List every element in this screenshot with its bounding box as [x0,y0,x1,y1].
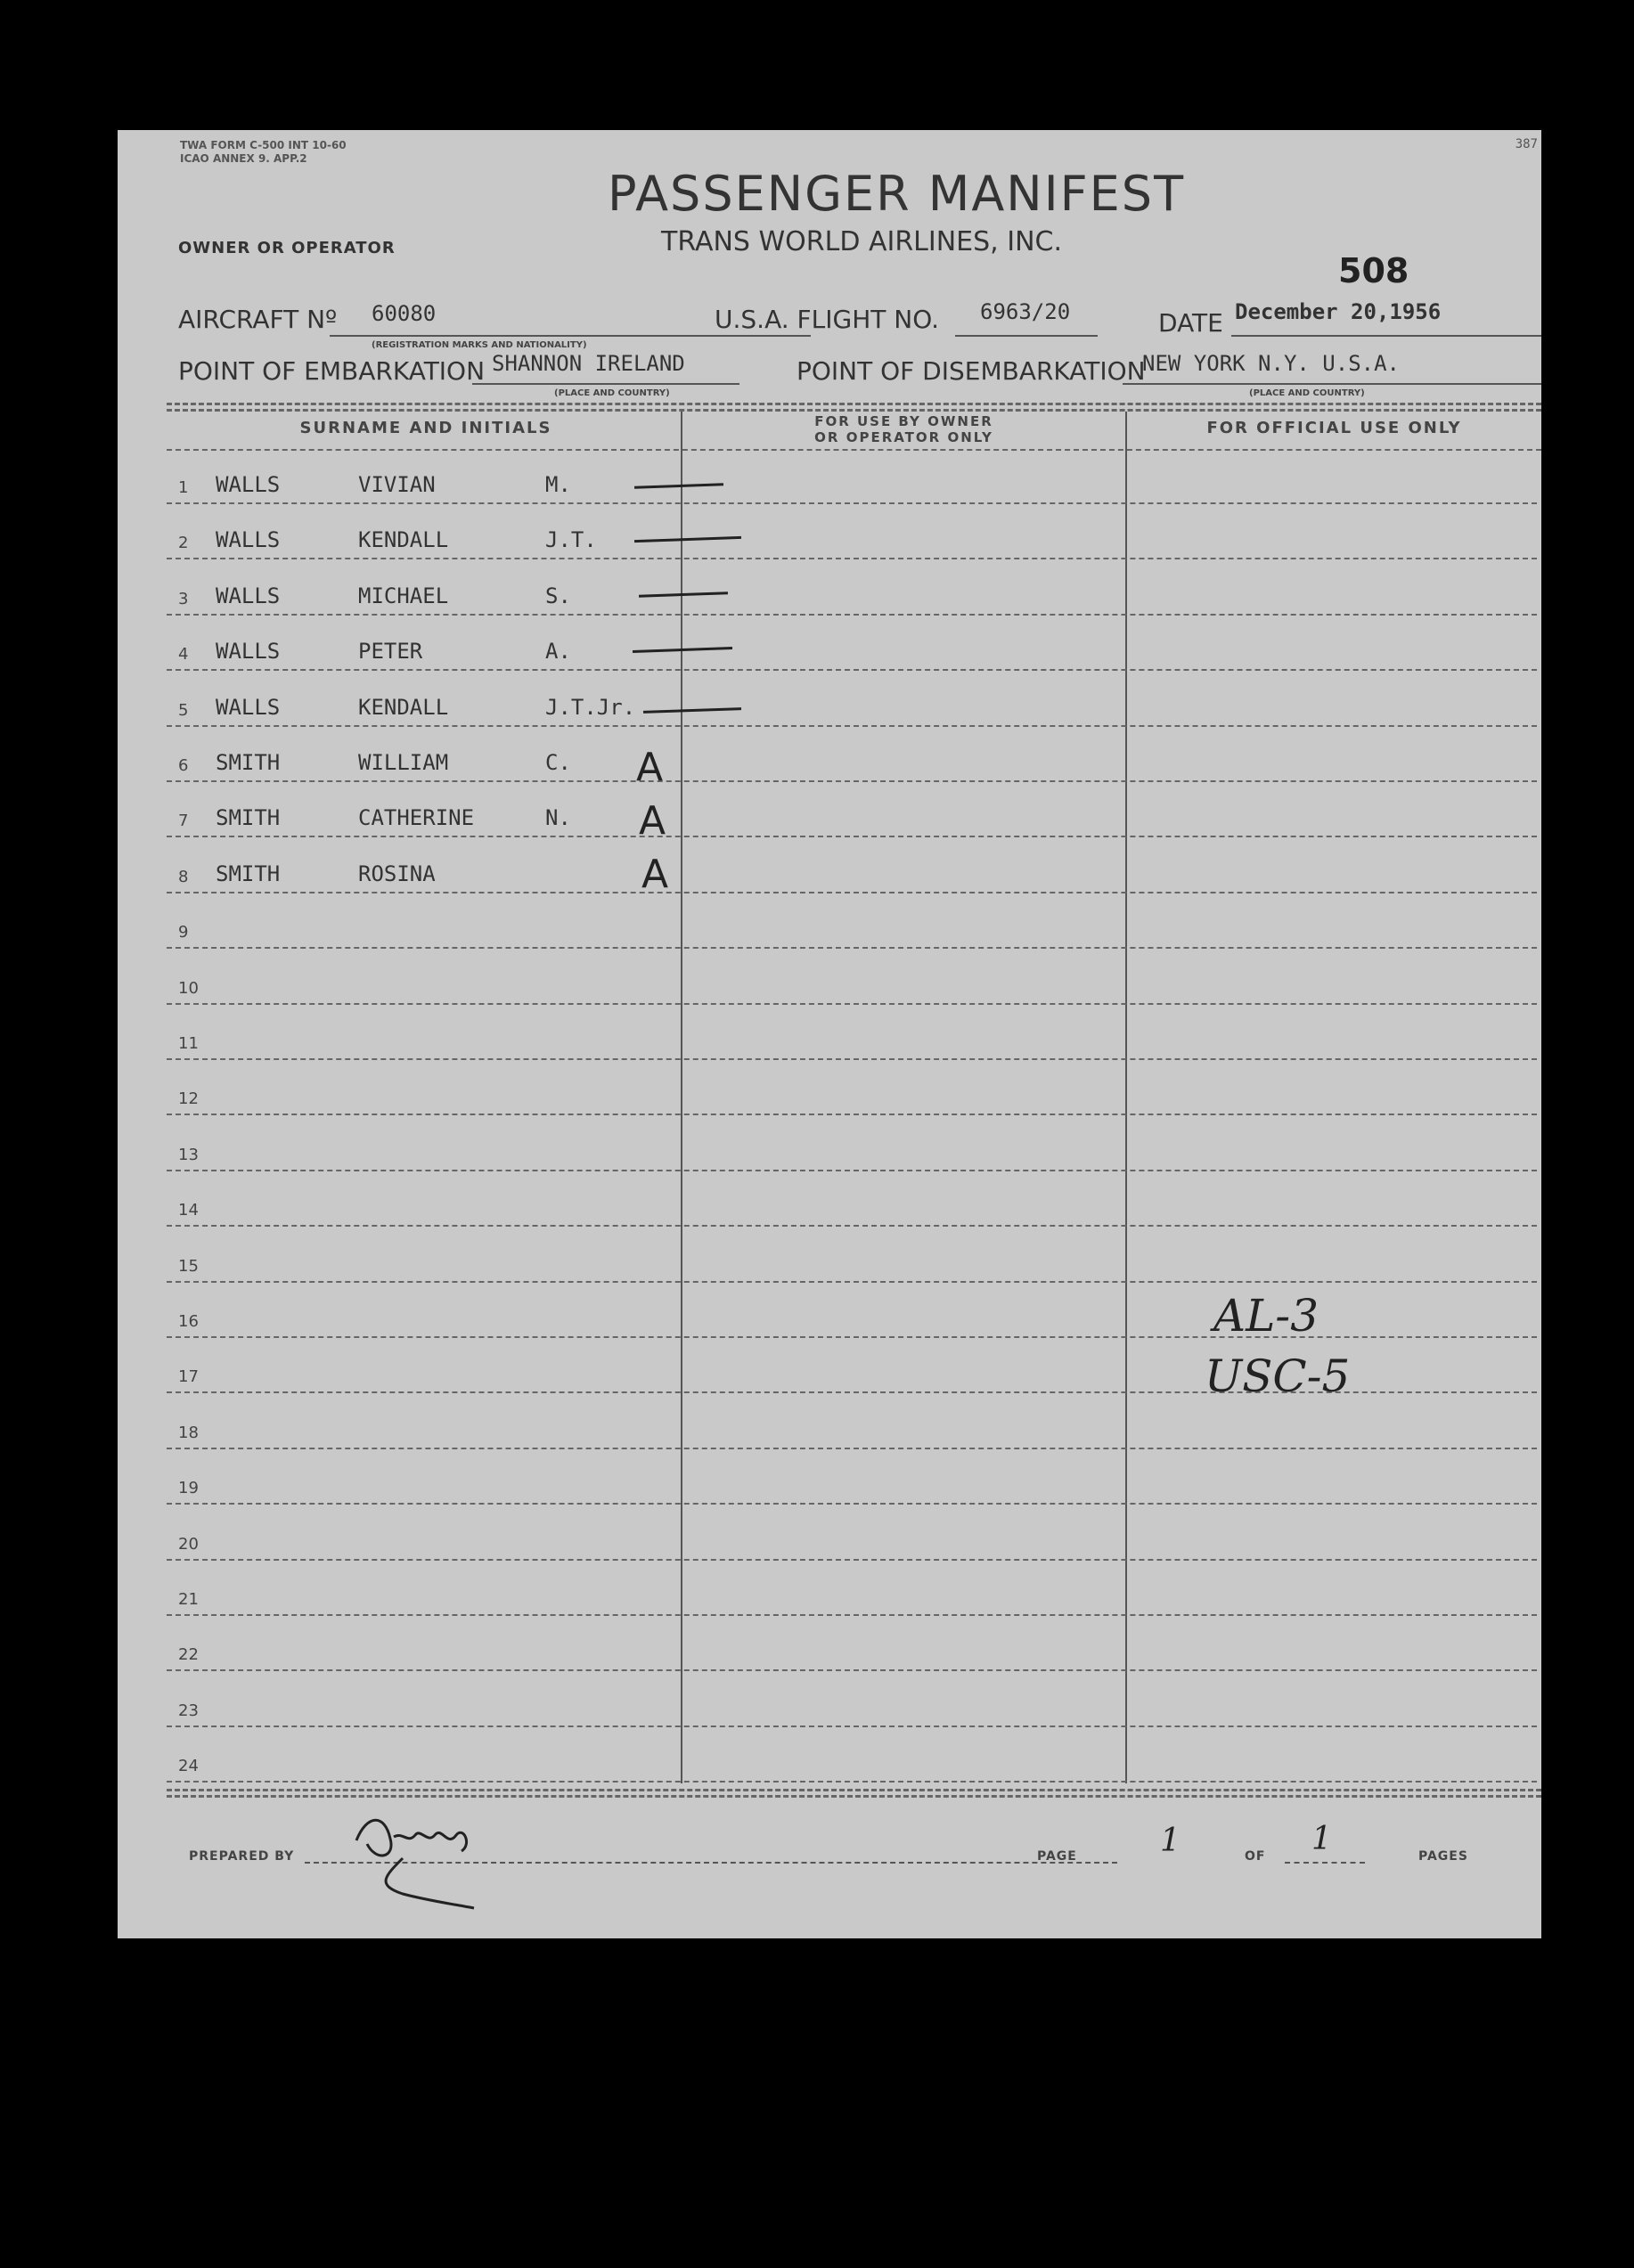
row-number: 21 [178,1590,199,1609]
table-row [171,782,1541,837]
row-number: 11 [178,1034,199,1053]
document-title: PASSENGER MANIFEST [608,166,1186,222]
mark-a-row-8: A [641,852,669,897]
row-number: 13 [178,1145,199,1164]
table-row [171,1171,1541,1227]
passenger-given-name: MICHAEL [358,583,449,608]
passenger-initial: J.T.Jr. [545,694,636,720]
passenger-initial: C. [545,750,571,775]
official-note-2: USC-5 [1205,1350,1351,1402]
table-row [171,504,1541,559]
row-number: 10 [178,978,199,998]
passenger-surname: SMITH [216,861,281,886]
passenger-initial: J.T. [545,527,597,553]
aircraft-label: AIRCRAFT Nº [178,305,338,334]
embarkation-label: POINT OF EMBARKATION [178,356,486,386]
row-number: 20 [178,1534,199,1554]
table-row [171,672,1541,727]
passenger-surname: SMITH [216,750,281,775]
passenger-surname: WALLS [216,583,281,608]
signature [349,1805,527,1912]
airline-name: TRANS WORLD AIRLINES, INC. [661,226,1063,257]
table-row [171,1616,1541,1671]
row-number: 18 [178,1423,199,1442]
row-number: 15 [178,1256,199,1276]
table-row [171,1394,1541,1449]
of-value: 1 [1311,1821,1332,1857]
table-row [171,449,1541,504]
table-row [171,727,1541,782]
form-number [180,139,347,166]
row-number: 24 [178,1757,199,1776]
row-number: 17 [178,1367,199,1387]
pages-label: PAGES [1418,1849,1468,1864]
form-line-2: ICAO ANNEX 9. APP.2 [180,152,307,165]
reference-number: 508 [1338,251,1409,290]
passenger-given-name: VIVIAN [358,472,436,497]
table-row [171,1228,1541,1283]
date-value: December 20,1956 [1235,299,1442,324]
aircraft-sublabel: (REGISTRATION MARKS AND NATIONALITY) [372,340,587,350]
disembarkation-value: NEW YORK N.Y. U.S.A. [1142,351,1400,376]
table-row [171,1116,1541,1171]
flight-label: U.S.A. FLIGHT NO. [715,305,939,334]
form-line-1: TWA FORM C-500 INT 10-60 [180,139,347,151]
table-row [171,1672,1541,1727]
date-label: DATE [1158,308,1223,338]
table-row [171,1505,1541,1561]
official-note-1: AL-3 [1213,1290,1319,1342]
embarkation-value: SHANNON IRELAND [492,351,685,376]
table-row [171,838,1541,893]
manifest-document [118,130,1541,1938]
passenger-given-name: KENDALL [358,527,449,553]
row-number: 22 [178,1645,199,1665]
table-row [171,950,1541,1005]
aircraft-value: 60080 [372,301,437,326]
row-number: 5 [178,700,189,720]
row-number: 14 [178,1201,199,1220]
table-row [171,1449,1541,1505]
table-row [171,1283,1541,1338]
flight-value: 6963/20 [980,299,1071,324]
of-label: OF [1245,1849,1266,1864]
row-number: 6 [178,756,189,775]
disembarkation-sublabel: (PLACE AND COUNTRY) [1249,388,1365,398]
row-number: 23 [178,1701,199,1720]
page-value: 1 [1160,1823,1181,1859]
table-row [171,560,1541,616]
row-number: 8 [178,867,189,886]
mark-a-row-7: A [639,798,666,844]
row-number: 7 [178,812,189,831]
passenger-given-name: KENDALL [358,694,449,720]
passenger-initial: A. [545,639,571,665]
row-number: 19 [178,1479,199,1498]
passenger-surname: WALLS [216,694,281,720]
page-label: PAGE [1037,1849,1077,1864]
disembarkation-label: POINT OF DISEMBARKATION [797,356,1146,386]
table-row [171,1561,1541,1616]
passenger-initial: M. [545,472,571,497]
passenger-given-name: ROSINA [358,861,436,886]
table-row [171,1005,1541,1060]
corner-number: 387 [1515,137,1538,151]
row-number: 4 [178,645,189,665]
table-row [171,1727,1541,1783]
row-number: 12 [178,1089,199,1109]
row-number: 16 [178,1312,199,1331]
row-number: 3 [178,589,189,608]
passenger-given-name: WILLIAM [358,750,449,775]
surname-column-header: SURNAME AND INITIALS [299,419,552,437]
official-use-column-header: FOR OFFICIAL USE ONLY [1206,419,1462,437]
mark-a-row-6: A [636,745,664,790]
passenger-given-name: CATHERINE [358,805,475,831]
owner-use-header-line-2: OR OPERATOR ONLY [814,429,993,445]
passenger-surname: WALLS [216,527,281,553]
prepared-by-label: PREPARED BY [189,1849,295,1864]
owner-use-header-line-1: FOR USE BY OWNER [814,413,993,429]
passenger-given-name: PETER [358,639,423,665]
row-number: 2 [178,534,189,553]
row-number: 1 [178,478,189,497]
table-row [171,1060,1541,1115]
table-row [171,893,1541,949]
passenger-initial: N. [545,805,571,831]
passenger-surname: SMITH [216,805,281,831]
passenger-initial: S. [545,583,571,608]
table-row [171,616,1541,671]
row-number: 9 [178,923,189,942]
passenger-surname: WALLS [216,639,281,665]
owner-use-column-header [682,413,1125,445]
owner-operator-label: OWNER OR OPERATOR [178,239,396,257]
passenger-surname: WALLS [216,472,281,497]
embarkation-sublabel: (PLACE AND COUNTRY) [554,388,670,398]
